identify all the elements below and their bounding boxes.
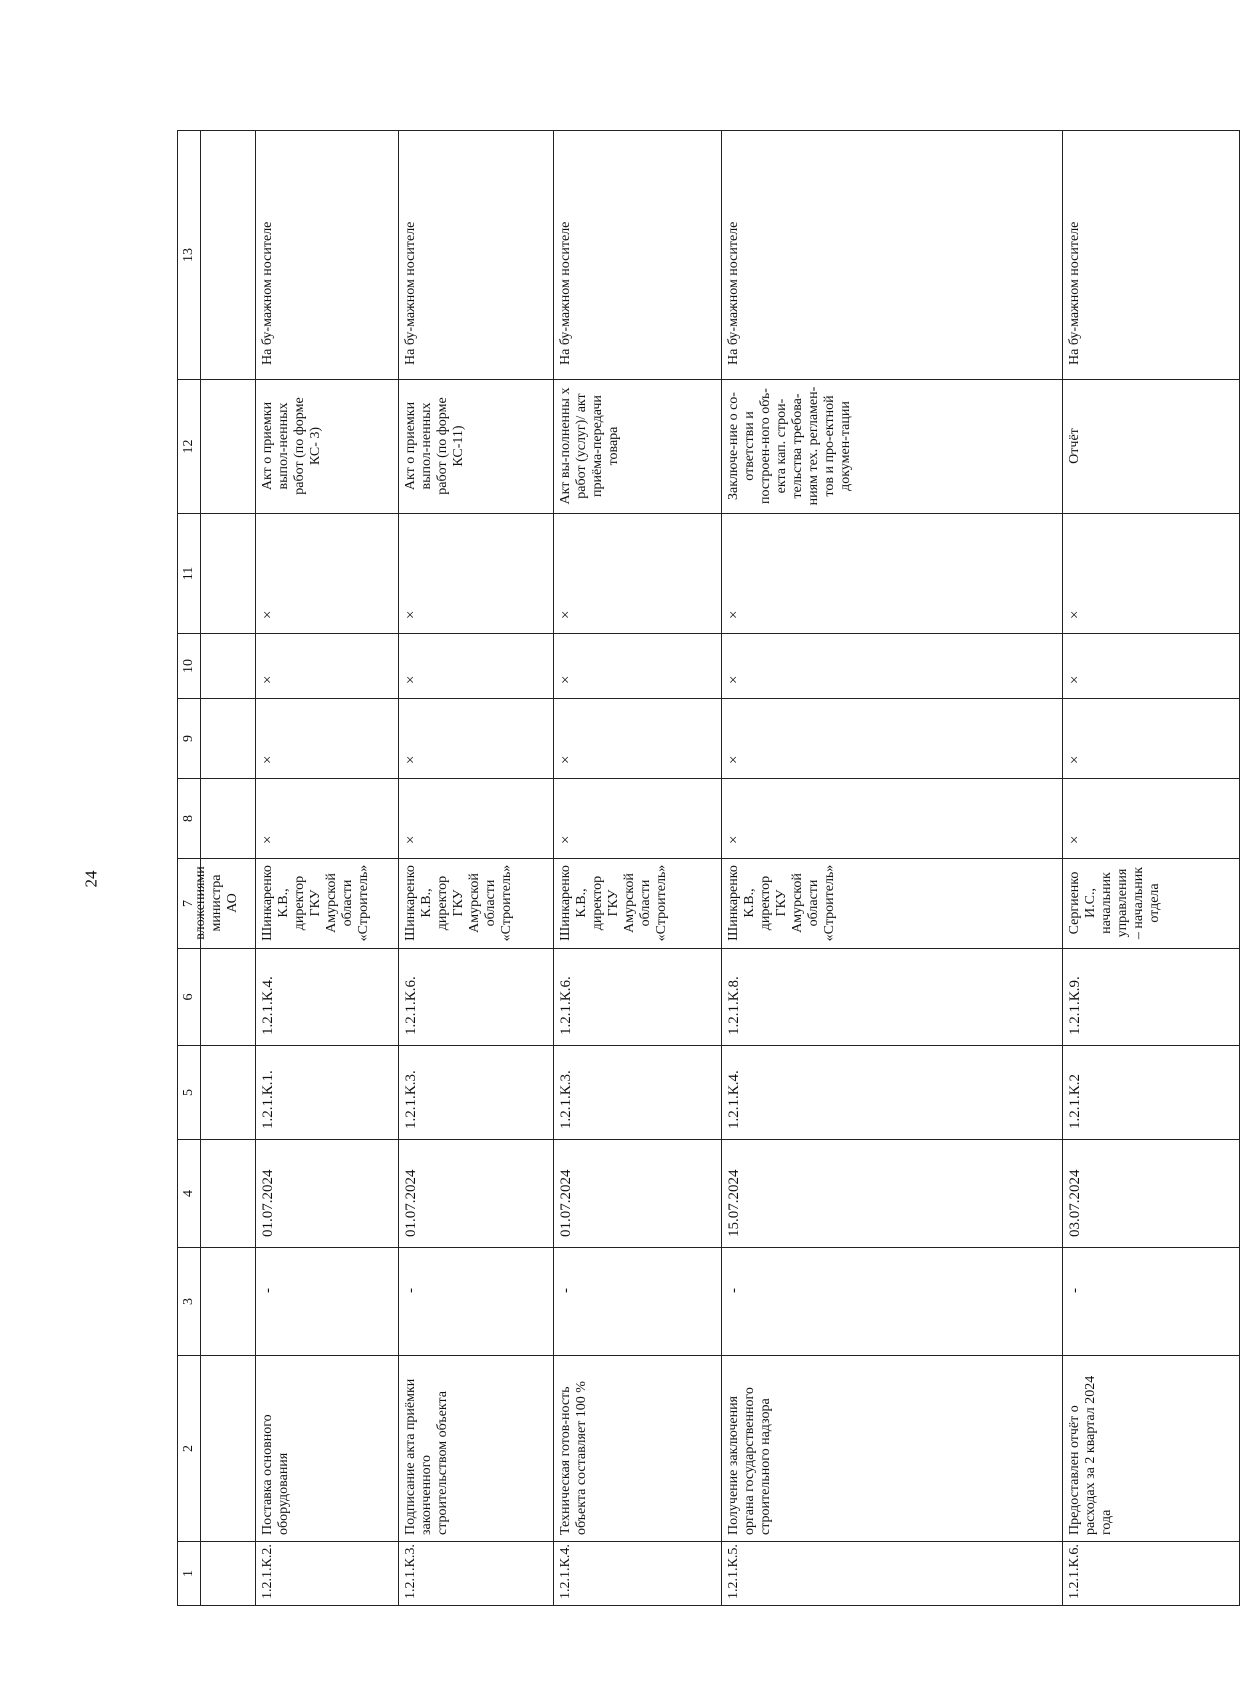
plan-date: 03.07.2024 xyxy=(1063,1140,1240,1248)
base-date: - xyxy=(256,1248,399,1356)
column-number: 3 xyxy=(178,1248,201,1356)
confirming-document: Акт о приемки выпол-ненных работ (по форме КС- 3) xyxy=(256,380,399,514)
mark-col9: × xyxy=(399,699,554,779)
mark-col10: × xyxy=(554,634,722,699)
mark-col10: × xyxy=(256,634,399,699)
storage-medium: На бу-мажном носителе xyxy=(722,131,1063,380)
table-container xyxy=(177,131,1183,1606)
column-number: 8 xyxy=(178,779,201,859)
storage-medium: На бу-мажном носителе xyxy=(1063,131,1240,380)
predecessor-code: 1.2.1.К.1. xyxy=(256,1046,399,1140)
plan-date: 01.07.2024 xyxy=(399,1140,554,1248)
page-number-text: 24 xyxy=(81,870,100,888)
event-name: Поставка основного оборудования xyxy=(256,1356,399,1542)
column-number: 13 xyxy=(178,131,201,380)
confirming-document: Акт вы-полненны х работ (услуг)/ акт приёма-передачи товара xyxy=(554,380,722,514)
mark-col11: × xyxy=(399,514,554,634)
successor-code: 1.2.1.К.4. xyxy=(256,949,399,1046)
successor-code: 1.2.1.К.6. xyxy=(554,949,722,1046)
responsible-person: Шинкаренко К.В., директор ГКУ Амурской области «Строитель» xyxy=(554,859,722,949)
responsible-person: Шинкаренко К.В., директор ГКУ Амурской области «Строитель» xyxy=(399,859,554,949)
table-row xyxy=(722,131,1063,1606)
mark-col11: × xyxy=(554,514,722,634)
plan-date: 01.07.2024 xyxy=(554,1140,722,1248)
base-date: - xyxy=(1063,1248,1240,1356)
table-row xyxy=(399,131,554,1606)
successor-code: 1.2.1.К.9. xyxy=(1063,949,1240,1046)
storage-medium: На бу-мажном носителе xyxy=(256,131,399,380)
table-row xyxy=(256,131,399,1606)
column-number: 7 xyxy=(178,859,201,949)
row-number: 1.2.1.К.5. xyxy=(722,1542,1063,1606)
column-number: 9 xyxy=(178,699,201,779)
event-name: Получение заключения органа государственного строительного надзора xyxy=(722,1356,1063,1542)
predecessor-code: 1.2.1.К.3. xyxy=(554,1046,722,1140)
responsible-person: Шинкаренко К.В., директор ГКУ Амурской области «Строитель» xyxy=(722,859,1063,949)
column-number: 6 xyxy=(178,949,201,1046)
column-number: 12 xyxy=(178,380,201,514)
confirming-document: Заключе-ние о со-ответстви и построен-ного объ-екта кап. строи-тельства требова-ниям тех. регламен-тов и про-ектной докумен-тации xyxy=(722,380,1063,514)
successor-code: 1.2.1.К.6. xyxy=(399,949,554,1046)
column-number: 11 xyxy=(178,514,201,634)
event-name: Подписание акта приёмки законченного строительством объекта xyxy=(399,1356,554,1542)
predecessor-code: 1.2.1.К.4. xyxy=(722,1046,1063,1140)
predecessor-code: 1.2.1.К.2 xyxy=(1063,1046,1240,1140)
mark-col9: × xyxy=(554,699,722,779)
mark-col8: × xyxy=(554,779,722,859)
mark-col8: × xyxy=(722,779,1063,859)
plan-date: 01.07.2024 xyxy=(256,1140,399,1248)
mark-col9: × xyxy=(1063,699,1240,779)
base-date: - xyxy=(554,1248,722,1356)
page-number xyxy=(79,859,103,899)
responsible-person: Шинкаренко К.В., директор ГКУ Амурской области «Строитель» xyxy=(256,859,399,949)
mark-col9: × xyxy=(722,699,1063,779)
mark-col8: × xyxy=(256,779,399,859)
storage-medium: На бу-мажном носителе xyxy=(399,131,554,380)
storage-medium: На бу-мажном носителе xyxy=(554,131,722,380)
row-number: 1.2.1.К.4. xyxy=(554,1542,722,1606)
table-row xyxy=(554,131,722,1606)
continuation-row xyxy=(201,131,256,1606)
mark-col10: × xyxy=(399,634,554,699)
successor-code: 1.2.1.К.8. xyxy=(722,949,1063,1046)
plan-table xyxy=(177,130,1240,1606)
mark-col8: × xyxy=(399,779,554,859)
mark-col11: × xyxy=(1063,514,1240,634)
table-row xyxy=(1063,131,1240,1606)
continuation-cell xyxy=(193,859,256,949)
row-number: 1.2.1.К.3. xyxy=(399,1542,554,1606)
responsible-person: Сергиенко И.С., начальник управления – начальник отдела xyxy=(1063,859,1240,949)
column-number: 2 xyxy=(178,1356,201,1542)
confirming-document: Отчёт xyxy=(1063,380,1240,514)
predecessor-code: 1.2.1.К.3. xyxy=(399,1046,554,1140)
mark-col10: × xyxy=(722,634,1063,699)
mark-col11: × xyxy=(722,514,1063,634)
mark-col11: × xyxy=(256,514,399,634)
continuation-text: вложениями министра АО xyxy=(193,866,240,940)
plan-date: 15.07.2024 xyxy=(722,1140,1063,1248)
event-name: Предоставлен отчёт о расходах за 2 квартал 2024 года xyxy=(1063,1356,1240,1542)
mark-col9: × xyxy=(256,699,399,779)
row-number: 1.2.1.К.6. xyxy=(1063,1542,1240,1606)
confirming-document: Акт о приемки выпол-ненных работ (по форме КС-11) xyxy=(399,380,554,514)
column-number: 10 xyxy=(178,634,201,699)
column-number: 4 xyxy=(178,1140,201,1248)
base-date: - xyxy=(399,1248,554,1356)
event-name: Техническая готов-ность объекта составляет 100 % xyxy=(554,1356,722,1542)
column-number: 5 xyxy=(178,1046,201,1140)
mark-col10: × xyxy=(1063,634,1240,699)
base-date: - xyxy=(722,1248,1063,1356)
mark-col8: × xyxy=(1063,779,1240,859)
row-number: 1.2.1.К.2. xyxy=(256,1542,399,1606)
column-number: 1 xyxy=(178,1542,201,1606)
